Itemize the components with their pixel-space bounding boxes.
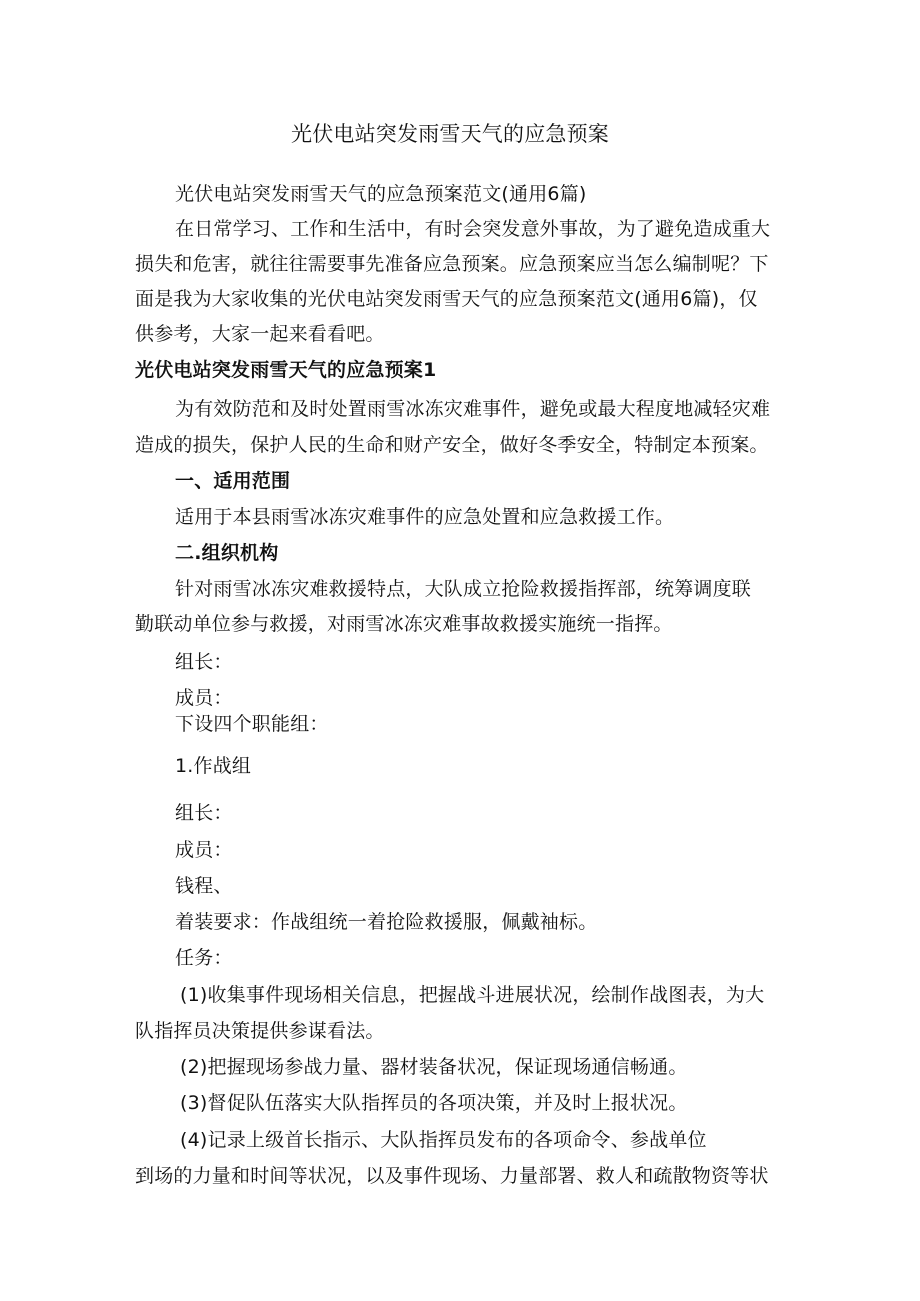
paragraph-line: 造成的损失，保护人民的生命和财产安全，做好冬季安全，特制定本预案。	[135, 434, 769, 456]
field-line: 成员：	[175, 839, 233, 861]
paragraph-line: 下设四个职能组：	[175, 713, 329, 735]
task-item: (3)督促队伍落实大队指挥员的各项决策，并及时上报状况。	[180, 1092, 688, 1114]
section-heading: 光伏电站突发雨雪天气的应急预案1	[135, 359, 437, 381]
task-item-continuation: 队指挥员决策提供参谋看法。	[135, 1020, 385, 1042]
field-line: 成员：	[175, 687, 233, 709]
paragraph-line: 损失和危害，就往往需要事先准备应急预案。应急预案应当怎么编制呢？下	[135, 253, 769, 275]
task-item: (2)把握现场参战力量、器材装备状况，保证现场通信畅通。	[180, 1056, 688, 1078]
paragraph-line: 着装要求：作战组统一着抢险救援服，佩戴袖标。	[175, 911, 598, 933]
subtitle-line: 光伏电站突发雨雪天气的应急预案范文(通用6篇)	[175, 183, 587, 205]
paragraph-line: 供参考，大家一起来看看吧。	[135, 323, 385, 345]
paragraph-line: 面是我为大家收集的光伏电站突发雨雪天气的应急预案范文(通用6篇)，仅	[135, 288, 758, 310]
document-title: 光伏电站突发雨雪天气的应急预案	[291, 122, 609, 146]
paragraph-line: 勤联动单位参与救援，对雨雪冰冻灾难事故救援实施统一指挥。	[135, 613, 673, 635]
paragraph-line: 针对雨雪冰冻灾难救援特点，大队成立抢险救援指挥部，统筹调度联	[175, 578, 752, 600]
field-line: 钱程、	[175, 875, 233, 897]
subsection-heading: 二.组织机构	[175, 542, 279, 564]
task-item: (4)记录上级首长指示、大队指挥员发布的各项命令、参战单位	[180, 1129, 707, 1151]
group-heading: 1.作战组	[175, 755, 252, 777]
paragraph-line: 适用于本县雨雪冰冻灾难事件的应急处置和应急救援工作。	[175, 506, 675, 528]
task-item: (1)收集事件现场相关信息，把握战斗进展状况，绘制作战图表，为大	[180, 984, 765, 1006]
task-item-continuation: 到场的力量和时间等状况，以及事件现场、力量部署、救人和疏散物资等状	[135, 1165, 769, 1187]
field-line: 任务：	[175, 947, 233, 969]
field-line: 组长：	[175, 651, 233, 673]
paragraph-line: 为有效防范和及时处置雨雪冰冻灾难事件，避免或最大程度地减轻灾难	[175, 398, 771, 420]
field-line: 组长：	[175, 802, 233, 824]
paragraph-line: 在日常学习、工作和生活中，有时会突发意外事故，为了避免造成重大	[175, 218, 771, 240]
subsection-heading: 一、适用范围	[175, 470, 291, 492]
